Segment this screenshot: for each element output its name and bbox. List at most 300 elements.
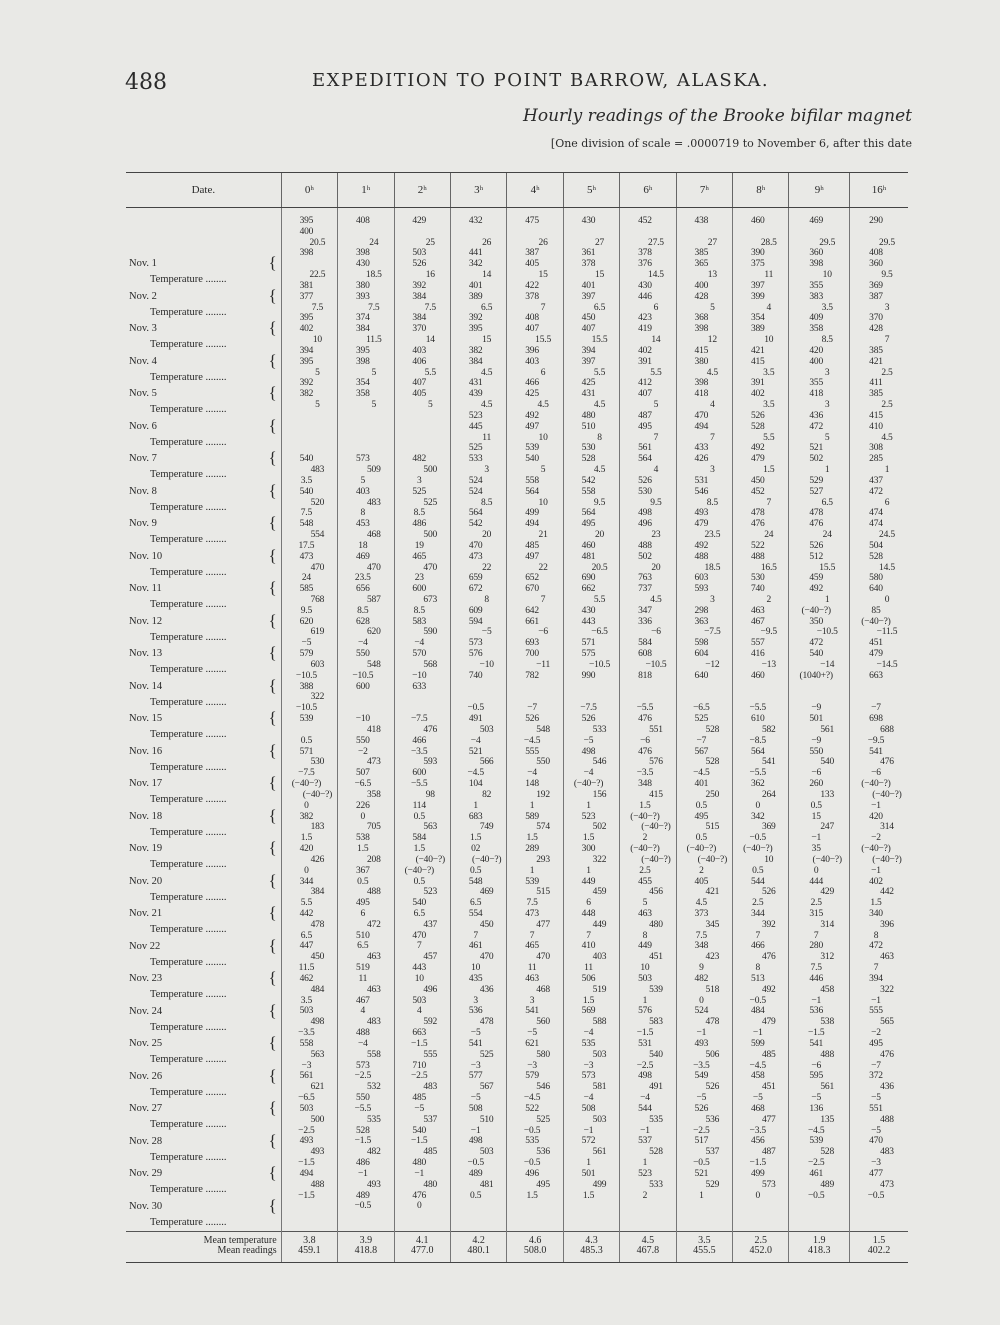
reading-cell: 6.5 (300, 930, 313, 941)
temperature-cell: 492 (761, 984, 776, 995)
reading-cell: 1.5 (870, 898, 882, 909)
reading-cell: 401 (694, 779, 709, 790)
header-row (126, 173, 908, 208)
temperature-cell: 22 (538, 562, 548, 573)
brace-glyph: { (268, 386, 277, 402)
reading-cell: −5.5 (749, 703, 766, 714)
reading-cell: 1 (529, 800, 535, 811)
reading-cell: 361 (581, 248, 596, 259)
reading-cell: (−40−?) (573, 779, 604, 790)
reading-cell: 377 (299, 291, 314, 302)
reading-cell: 555 (869, 1006, 883, 1017)
reading-cell: 380 (694, 356, 709, 367)
reading-cell: 485 (525, 540, 539, 551)
temperature-cell: 415 (649, 789, 663, 800)
temperature-cell: 3 (884, 302, 890, 313)
hour-header: 0ʰ (281, 173, 337, 208)
reading-cell: 1 (586, 865, 591, 876)
temperature-cell: 27 (594, 237, 605, 248)
temperature-cell: 532 (366, 1082, 381, 1093)
reading-cell: 5 (642, 898, 648, 909)
reading-cell: 476 (809, 519, 824, 530)
reading-cell: 740 (750, 584, 765, 595)
temperature-cell: 488 (366, 887, 381, 898)
reading-cell: 1.5 (582, 995, 595, 1006)
reading-cell: 526 (638, 475, 652, 486)
brace-glyph: { (268, 256, 277, 272)
reading-cell: 584 (638, 638, 652, 649)
reading-cell: −3 (470, 1060, 481, 1071)
reading-cell: 1.5 (357, 844, 369, 855)
reading-cell: (−40−?) (404, 865, 434, 876)
reading-cell: −1 (752, 1028, 763, 1039)
reading-cell: 403 (355, 486, 370, 497)
mean-cell (394, 1232, 450, 1263)
reading-cell: −3 (871, 1158, 881, 1169)
reading-cell: 476 (412, 1190, 427, 1201)
reading-cell: 402 (638, 345, 652, 356)
brace-glyph: { (268, 711, 277, 727)
reading-cell: 403 (412, 345, 427, 356)
reading-cell: 546 (694, 486, 709, 497)
reading-cell: −4 (583, 1093, 594, 1104)
reading-cell: 7 (529, 930, 535, 941)
reading-cell: −9 (811, 703, 822, 714)
reading-cell: 548 (468, 876, 483, 887)
temperature-cell: −6.5 (591, 627, 608, 638)
temperature-cell: 20 (482, 530, 492, 541)
temperature-cell: 538 (820, 1017, 835, 1028)
temperature-cell: 5 (427, 400, 433, 411)
reading-cell: 85 (871, 605, 881, 616)
reading-cell: 544 (750, 876, 765, 887)
reading-cell: 384 (468, 356, 483, 367)
reading-cell: 435 (468, 973, 483, 984)
reading-cell: 350 (809, 616, 824, 627)
temperature-cell: 15 (482, 335, 492, 346)
reading-cell: −4.5 (807, 1125, 825, 1136)
reading-cell: 576 (468, 649, 483, 660)
reading-cell: 561 (299, 1071, 314, 1082)
hour-header: 5ʰ (563, 173, 619, 208)
reading-cell: −4 (357, 1038, 368, 1049)
reading-cell: 367 (355, 865, 370, 876)
temperature-cell: 451 (761, 1082, 776, 1093)
temperature-cell: 421 (705, 887, 720, 898)
reading-cell (850, 227, 908, 238)
reading-cell: 433 (694, 443, 709, 454)
reading-cell: −4 (414, 638, 425, 649)
temperature-cell: 588 (592, 1017, 607, 1028)
reading-cell: 398 (355, 356, 370, 367)
reading-cell (338, 227, 393, 238)
temperature-cell: 583 (649, 1017, 663, 1028)
reading-cell: 1.5 (526, 1190, 538, 1201)
reading-cell: 690 (581, 573, 596, 584)
reading-cell: 8 (873, 930, 879, 941)
reading-cell: 3 (416, 475, 422, 486)
reading-cell: 449 (638, 941, 652, 952)
temperature-cell: 560 (536, 1017, 550, 1028)
date-text: Nov. 1 (129, 258, 157, 269)
reading-cell: 376 (638, 259, 652, 270)
temperature-cell: −10 (479, 659, 494, 670)
reading-cell: 663 (412, 1028, 427, 1039)
temperature-cell: 21 (538, 530, 548, 541)
temperature-cell: 537 (423, 1114, 438, 1125)
reading-cell: 432 (468, 216, 483, 226)
temperature-cell: 22.5 (309, 270, 326, 281)
reading-cell: 393 (355, 291, 370, 302)
reading-cell: 0.5 (300, 735, 313, 746)
dot-leader: ........ (202, 1054, 227, 1066)
dot-leader: ........ (202, 436, 227, 448)
reading-cell: −6 (640, 735, 650, 746)
dot-leader: ........ (202, 956, 227, 968)
reading-cell: 479 (869, 649, 883, 660)
reading-cell: 342 (468, 259, 483, 270)
reading-cell: −3.5 (749, 1125, 766, 1136)
reading-cell: 362 (750, 779, 765, 790)
reading-cell: 1.5 (526, 833, 538, 844)
reading-cell: −10.5 (295, 670, 317, 681)
reading-cell: 521 (809, 443, 824, 454)
hour-column (676, 208, 732, 1232)
temperature-label (126, 272, 281, 288)
temperature-cell: 488 (310, 1179, 325, 1190)
reading-cell: 315 (809, 909, 824, 919)
reading-cell: 348 (694, 941, 709, 952)
reading-cell: 7 (813, 930, 819, 941)
temperature-cell: 5 (540, 465, 546, 476)
reading-cell: 698 (869, 714, 883, 725)
reading-cell: 661 (525, 616, 539, 627)
temperature-cell: 528 (649, 1147, 663, 1158)
hour-column (849, 208, 908, 1232)
temperature-cell: 0 (884, 594, 890, 605)
temperature-label (126, 1215, 281, 1231)
reading-cell: 470 (412, 930, 427, 941)
reading-cell: −0.5 (867, 1190, 885, 1201)
reading-cell: 498 (638, 1071, 652, 1082)
reading-cell: 499 (525, 508, 539, 519)
temperature-text: Temperature (150, 729, 203, 741)
reading-cell: 489 (468, 1168, 483, 1179)
reading-cell: 448 (581, 909, 596, 919)
mean-reading-value: 452.0 (749, 1245, 773, 1256)
reading-cell: 640 (694, 670, 709, 681)
temperature-cell: 6 (884, 497, 890, 508)
temperature-label (126, 1085, 281, 1101)
reading-cell: 558 (299, 1038, 314, 1049)
hour-column (733, 208, 789, 1232)
reading-cell: 577 (468, 1071, 483, 1082)
date-text: Nov. 11 (129, 583, 162, 594)
reading-cell: −2 (871, 833, 881, 844)
reading-cell: 8 (360, 508, 366, 519)
reading-cell: −3 (301, 1060, 312, 1071)
reading-cell: 407 (581, 324, 596, 335)
temperature-cell: 488 (880, 1114, 894, 1125)
reading-cell: 506 (581, 973, 596, 984)
reading-cell: 7.5 (526, 898, 538, 909)
temperature-cell: 491 (649, 1082, 663, 1093)
reading-cell: 9 (699, 963, 704, 974)
reading-cell: 537 (638, 1136, 652, 1147)
reading-cell: 561 (638, 443, 652, 454)
reading-cell: 763 (638, 573, 652, 584)
reading-cell: 564 (468, 508, 483, 519)
dot-leader: ........ (202, 306, 227, 318)
reading-cell: 531 (638, 1038, 652, 1049)
temperature-text: Temperature (150, 339, 203, 351)
reading-cell (395, 703, 450, 714)
reading-cell: −0.5 (467, 703, 484, 714)
reading-cell: 491 (468, 714, 483, 725)
temperature-cell: 314 (880, 822, 894, 833)
dot-leader: ........ (202, 631, 227, 643)
reading-cell: 3.5 (300, 995, 313, 1006)
temperature-cell: 4.5 (706, 367, 718, 378)
reading-cell: 533 (468, 454, 483, 465)
temperature-label (126, 987, 281, 1003)
reading-cell: 375 (750, 259, 765, 270)
reading-cell: 594 (468, 616, 483, 627)
reading-cell: 5 (360, 475, 366, 486)
temperature-text: Temperature (150, 1119, 203, 1131)
mean-cell (733, 1232, 789, 1263)
temperature-cell: 525 (423, 497, 438, 508)
reading-cell: 389 (468, 291, 483, 302)
reading-cell: 2.5 (752, 898, 764, 909)
reading-cell: 495 (355, 898, 370, 909)
temperature-cell: 5 (710, 302, 715, 313)
temperature-cell: 520 (310, 497, 325, 508)
temperature-cell: 4 (766, 302, 772, 313)
date-text: Nov. 27 (129, 1103, 163, 1114)
reading-cell: 395 (468, 324, 483, 335)
temperature-cell: 4.5 (650, 594, 662, 605)
reading-cell: −10 (412, 670, 427, 681)
temperature-cell: 457 (423, 952, 438, 963)
means-labels (126, 1232, 281, 1263)
temperature-cell: 3 (710, 594, 715, 605)
temperature-cell: 550 (536, 757, 550, 768)
temperature-cell: 4.5 (593, 465, 606, 476)
reading-cell: 450 (581, 313, 596, 324)
reading-cell: 642 (525, 605, 539, 616)
temperature-cell: 470 (366, 562, 381, 573)
date-label (126, 516, 281, 532)
reading-cell: 463 (525, 973, 539, 984)
reading-cell: 740 (468, 670, 483, 681)
reading-cell: 528 (869, 551, 883, 562)
reading-cell: 6.5 (470, 898, 482, 909)
reading-cell: −1.5 (636, 1028, 654, 1039)
temperature-cell: 20 (651, 562, 661, 573)
temperature-cell: 509 (366, 465, 381, 476)
temperature-cell: 4.5 (481, 400, 493, 411)
reading-cell: 466 (412, 735, 427, 746)
dot-leader: ........ (202, 1151, 227, 1163)
temperature-text: Temperature (150, 436, 203, 448)
date-text: Nov. 26 (129, 1070, 163, 1082)
temperature-cell (395, 692, 450, 703)
reading-cell: 497 (525, 551, 539, 562)
hour-header: 7ʰ (676, 173, 732, 208)
temperature-label (126, 435, 281, 451)
temperature-text: Temperature (150, 1086, 203, 1098)
brace-glyph: { (268, 646, 277, 662)
temperature-cell (620, 692, 675, 703)
temperature-cell: −11 (536, 659, 551, 670)
reading-cell: 416 (750, 649, 765, 660)
reading-cell: 401 (581, 280, 596, 291)
temperature-cell: 503 (592, 1114, 607, 1125)
reading-cell: 470 (694, 410, 709, 421)
temperature-cell (564, 692, 619, 703)
reading-cell: 378 (638, 248, 652, 259)
temperature-cell: 3 (824, 367, 830, 378)
temperature-cell: 456 (649, 887, 663, 898)
reading-cell: 526 (525, 714, 539, 725)
reading-cell: 382 (468, 345, 483, 356)
temperature-cell: 5 (653, 400, 659, 411)
temperature-cell: 13 (707, 270, 717, 281)
dot-leader: ........ (202, 404, 227, 416)
temperature-label (126, 792, 281, 808)
reading-cell: 422 (525, 280, 539, 291)
reading-cell: (−40−?) (630, 811, 660, 822)
temperature-cell: 293 (536, 854, 550, 865)
temperature-cell: −14.5 (876, 659, 898, 670)
temperature-cell: 8.5 (706, 497, 718, 508)
temperature-cell: 208 (366, 854, 381, 865)
temperature-cell: 485 (423, 1147, 438, 1158)
reading-cell: 1.5 (470, 833, 482, 844)
reading-cell: 0.5 (470, 1190, 482, 1201)
temperature-label (126, 402, 281, 418)
reading-cell: 447 (299, 941, 314, 952)
date-label (126, 906, 281, 922)
temperature-cell: 574 (536, 822, 550, 833)
reading-cell: 462 (299, 973, 314, 984)
date-text: Nov. 21 (129, 908, 163, 919)
brace-glyph: { (268, 581, 277, 597)
reading-cell: 539 (299, 714, 314, 725)
date-text: Nov. 3 (129, 323, 157, 334)
reading-cell: 494 (694, 421, 709, 432)
reading-cell: −4 (583, 1028, 594, 1039)
dot-leader: ........ (202, 826, 227, 838)
reading-cell: 289 (525, 844, 539, 855)
temperature-cell: 487 (761, 1147, 776, 1158)
reading-cell: 782 (525, 670, 539, 681)
reading-cell: 397 (750, 280, 765, 291)
temperature-text: Temperature (150, 1021, 203, 1033)
reading-cell: 564 (638, 454, 652, 465)
brace-glyph: { (268, 808, 277, 825)
temperature-text: Temperature (150, 501, 203, 513)
hour-column (338, 208, 394, 1232)
temperature-cell: 9.5 (593, 497, 606, 508)
dot-leader: ........ (202, 729, 227, 741)
reading-cell: 11 (358, 973, 368, 984)
temperature-cell: 23 (651, 530, 661, 541)
reading-cell: 340 (869, 909, 883, 919)
reading-cell: −3.5 (693, 1060, 710, 1071)
reading-cell: 503 (412, 995, 427, 1006)
mean-reading-value: 467.8 (636, 1245, 660, 1256)
reading-cell: 391 (638, 356, 652, 367)
reading-cell: −1.5 (411, 1038, 428, 1049)
temperature-cell (338, 692, 393, 703)
reading-cell: (−40−?) (743, 844, 773, 855)
temperature-cell: 488 (820, 1049, 835, 1060)
reading-cell: 452 (750, 486, 765, 497)
reading-cell: −2 (357, 746, 368, 757)
temperature-text: Temperature (150, 1151, 203, 1163)
temperature-cell: 264 (761, 789, 776, 800)
reading-cell: 531 (694, 475, 709, 486)
reading-cell: 136 (809, 1103, 824, 1114)
temperature-cell: 16.5 (760, 562, 777, 573)
temperature-cell: 11 (482, 432, 492, 443)
hour-column (789, 208, 849, 1232)
date-label (126, 289, 281, 305)
reading-cell: 365 (694, 259, 709, 270)
reading-cell: 541 (809, 1038, 824, 1049)
temperature-cell: 2.5 (881, 367, 893, 378)
reading-cell: 2 (699, 865, 704, 876)
reading-cell: 380 (355, 280, 370, 291)
reading-cell: 0 (304, 865, 309, 876)
reading-cell (733, 682, 788, 693)
temperature-cell: 463 (366, 952, 381, 963)
temperature-cell: 2.5 (881, 400, 893, 411)
temperature-cell: 436 (479, 984, 494, 995)
reading-cell: 431 (468, 378, 483, 389)
reading-cell: 02 (471, 844, 481, 855)
reading-cell: 451 (869, 638, 883, 649)
mean-cell (281, 1232, 337, 1263)
temperature-cell: 3 (710, 465, 715, 476)
temperature-cell: 533 (592, 724, 607, 735)
reading-cell: 550 (355, 1093, 370, 1104)
reading-cell: −6 (871, 768, 881, 779)
reading-cell: 628 (355, 616, 370, 627)
reading-cell: −7 (871, 703, 881, 714)
reading-cell: 467 (355, 995, 370, 1006)
reading-cell: 672 (468, 584, 483, 595)
date-text: Nov. 2 (129, 290, 157, 302)
temperature-cell (789, 692, 848, 703)
reading-cell: 430 (581, 216, 596, 226)
mean-cell (849, 1232, 908, 1263)
reading-cell: 492 (525, 410, 539, 421)
reading-cell: −4 (357, 638, 368, 649)
temperature-cell: 481 (479, 1179, 494, 1190)
reading-cell: 391 (750, 378, 765, 389)
reading-cell: 369 (869, 280, 883, 291)
temperature-cell: 576 (649, 757, 663, 768)
temperature-cell: −13 (761, 659, 776, 670)
reading-cell: −4.5 (523, 1093, 541, 1104)
reading-cell: 519 (355, 963, 370, 974)
reading-cell: 406 (412, 356, 427, 367)
reading-cell: 8 (642, 930, 648, 941)
reading-cell: 548 (299, 519, 314, 530)
